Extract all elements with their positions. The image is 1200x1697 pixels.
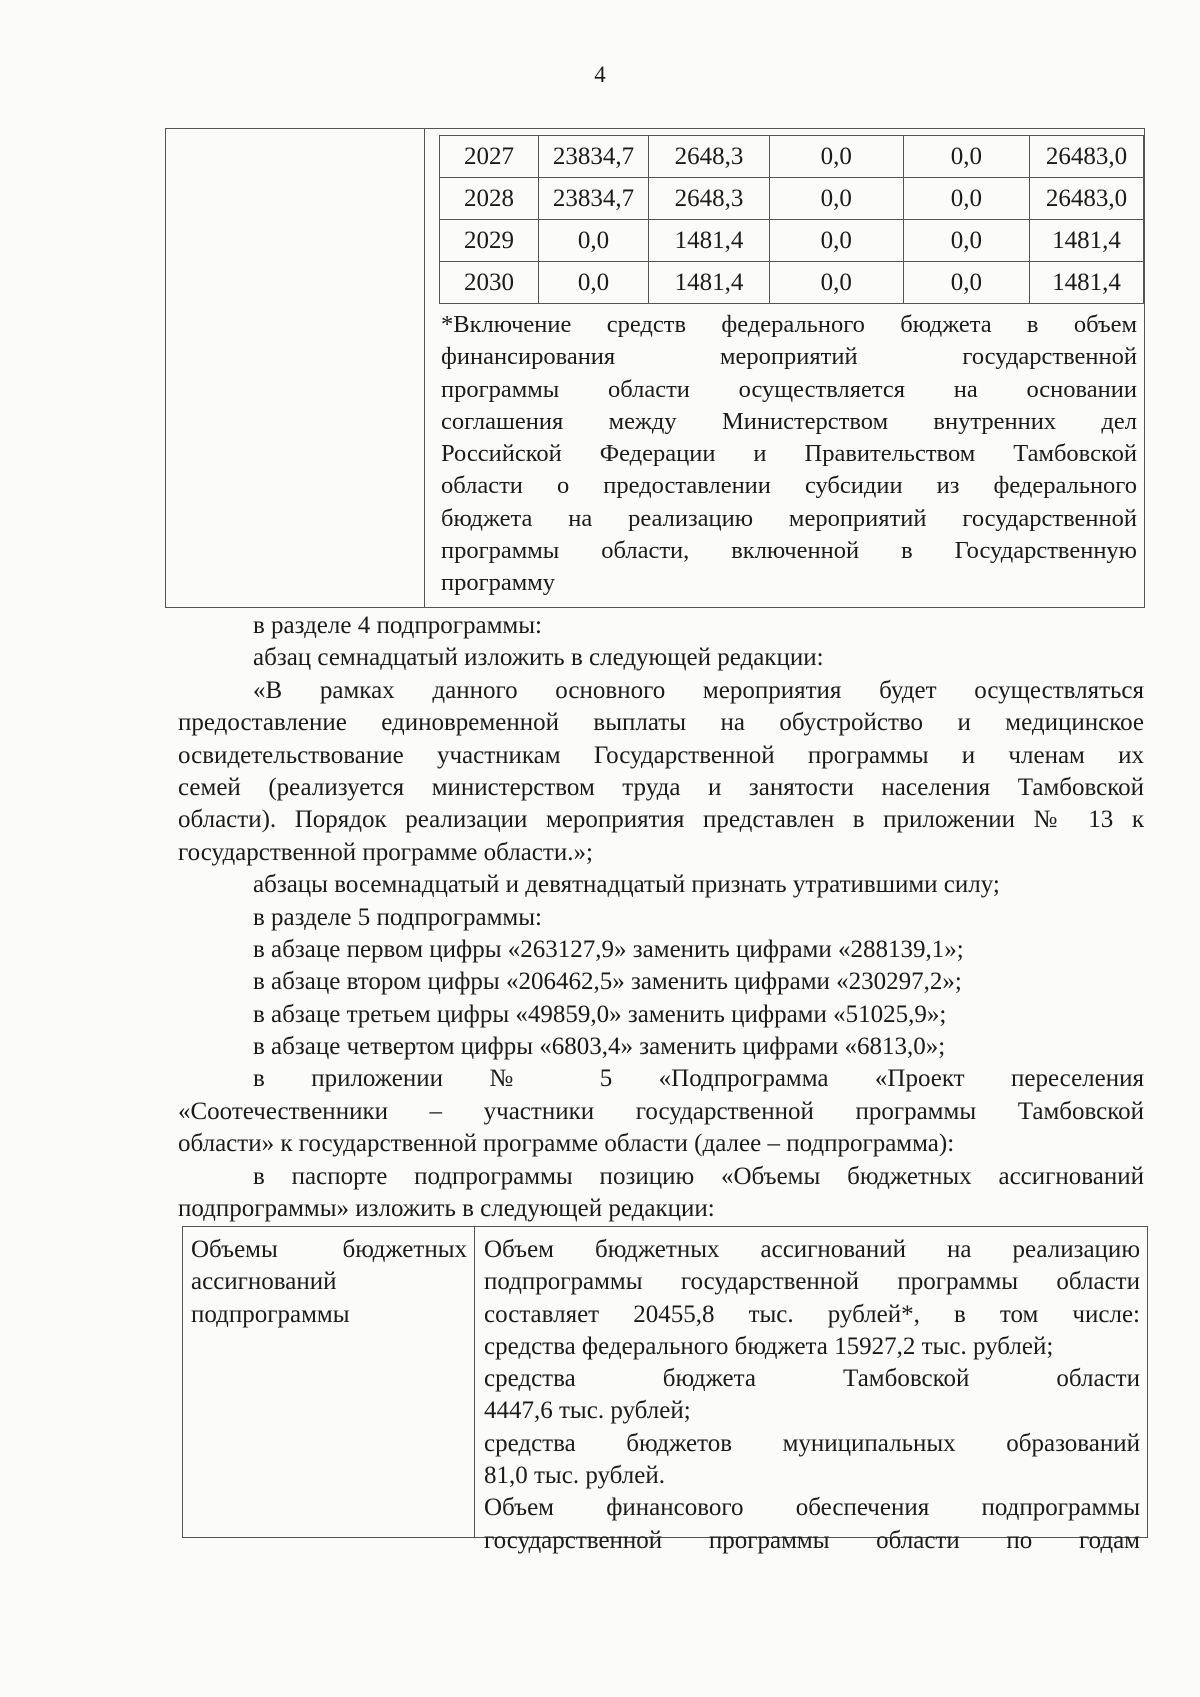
content-line: 4447,6 тыс. рублей; (484, 1397, 691, 1425)
body-line: подпрограммы» изложить в следующей редакции: (178, 1195, 715, 1223)
footnote-line: области о предоставлении субсидии из федерального (441, 472, 1137, 500)
content-line: составляет 20455,8 тыс. рублей*, в том числе: (484, 1300, 1140, 1328)
regional-cell: 1481,4 (649, 220, 770, 262)
year-funding-grid (439, 135, 1144, 304)
label-line: подпрограммы (191, 1300, 350, 1328)
body-line: абзацы восемнадцатый и девятнадцатый признать утратившими силу; (253, 871, 1000, 899)
body-line: абзац семнадцатый изложить в следующей редакции: (253, 644, 824, 672)
federal-cell: 23834,7 (538, 178, 648, 220)
content-line: средства федерального бюджета 15927,2 тыс. рублей; (484, 1332, 1054, 1360)
other-cell: 0,0 (903, 178, 1029, 220)
municipal-cell: 0,0 (769, 136, 903, 178)
total-cell: 1481,4 (1030, 262, 1144, 304)
content-line: 81,0 тыс. рублей. (484, 1462, 665, 1490)
budget-allocation-table (182, 1226, 1148, 1554)
federal-cell: 23834,7 (538, 136, 648, 178)
table-row (440, 178, 1144, 220)
total-cell: 1481,4 (1030, 220, 1144, 262)
total-cell: 26483,0 (1030, 136, 1144, 178)
municipal-cell: 0,0 (769, 262, 903, 304)
other-cell: 0,0 (903, 220, 1029, 262)
other-cell: 0,0 (903, 262, 1029, 304)
content-line: государственной программы области по годам (484, 1526, 1140, 1554)
table-row (440, 220, 1144, 262)
year-cell: 2029 (440, 220, 539, 262)
body-line: «В рамках данного основного мероприятия будет осуществляться (253, 676, 1144, 704)
body-line: в абзаце первом цифры «263127,9» заменить цифрами «288139,1»; (253, 935, 964, 963)
total-cell: 26483,0 (1030, 178, 1144, 220)
table-row (440, 136, 1144, 178)
body-line: «Соотечественники – участники государственной программы Тамбовской (178, 1097, 1144, 1125)
body-line: области» к государственной программе области (далее – подпрограмма): (178, 1130, 955, 1158)
content-line: Объем бюджетных ассигнований на реализацию (484, 1236, 1140, 1263)
body-line: освидетельствование участникам Государственной программы и членам их (178, 741, 1144, 769)
body-line: в абзаце третьем цифры «49859,0» заменить цифрами «51025,9»; (253, 1000, 947, 1028)
amendment-text (178, 610, 1144, 1225)
other-cell: 0,0 (903, 136, 1029, 178)
footnote-line: *Включение средств федерального бюджета в объем (441, 311, 1137, 338)
content-line: подпрограммы государственной программы области (484, 1268, 1140, 1296)
body-line: в абзаце четвертом цифры «6803,4» заменить цифрами «6813,0»; (253, 1033, 946, 1061)
footnote-line: соглашения между Министерством внутренних дел (441, 407, 1137, 435)
body-line: в разделе 5 подпрограммы: (253, 903, 542, 931)
regional-cell: 2648,3 (649, 178, 770, 220)
footnote-line: бюджета на реализацию мероприятий государственной (441, 504, 1137, 532)
federal-cell: 0,0 (538, 220, 648, 262)
body-line: в абзаце втором цифры «206462,5» заменить цифрами «230297,2»; (253, 968, 962, 996)
footnote-line: финансирования мероприятий государственной (441, 343, 1137, 371)
content-line: Объем финансового обеспечения подпрограммы (484, 1494, 1140, 1522)
year-cell: 2027 (440, 136, 539, 178)
label-line: ассигнований (191, 1268, 337, 1296)
table-row (440, 262, 1144, 304)
label-line: Объемы бюджетных (191, 1236, 467, 1263)
year-cell: 2028 (440, 178, 539, 220)
footnote-line: программу (441, 569, 556, 597)
body-line: семей (реализуется министерством труда и занятости населения Тамбовской (178, 773, 1144, 801)
body-line: области). Порядок реализации мероприятия представлен в приложении № 13 к (178, 806, 1144, 834)
position-label (191, 1234, 467, 1331)
body-line: в приложении № 5 «Подпрограмма «Проект переселения (253, 1065, 1144, 1093)
funding-footnote (441, 309, 1137, 600)
column-divider (474, 1227, 475, 1537)
funding-table (165, 128, 1145, 608)
municipal-cell: 0,0 (769, 178, 903, 220)
body-line: в разделе 4 подпрограммы: (253, 612, 542, 639)
footnote-line: программы области осуществляется на основании (441, 375, 1137, 403)
body-line: государственной программе области.»; (178, 838, 593, 866)
year-cell: 2030 (440, 262, 539, 304)
content-line: средства бюджетов муниципальных образований (484, 1429, 1140, 1457)
regional-cell: 1481,4 (649, 262, 770, 304)
column-divider (424, 129, 425, 607)
page-number: 4 (594, 62, 606, 87)
content-line: средства бюджета Тамбовской области (484, 1365, 1140, 1393)
municipal-cell: 0,0 (769, 220, 903, 262)
federal-cell: 0,0 (538, 262, 648, 304)
body-line: предоставление единовременной выплаты на обустройство и медицинское (178, 709, 1144, 737)
regional-cell: 2648,3 (649, 136, 770, 178)
footnote-line: программы области, включенной в Государственную (441, 537, 1137, 565)
body-line: в паспорте подпрограммы позицию «Объемы бюджетных ассигнований (253, 1162, 1144, 1190)
footnote-line: Российской Федерации и Правительством Тамбовской (441, 440, 1137, 468)
position-content (484, 1234, 1140, 1557)
